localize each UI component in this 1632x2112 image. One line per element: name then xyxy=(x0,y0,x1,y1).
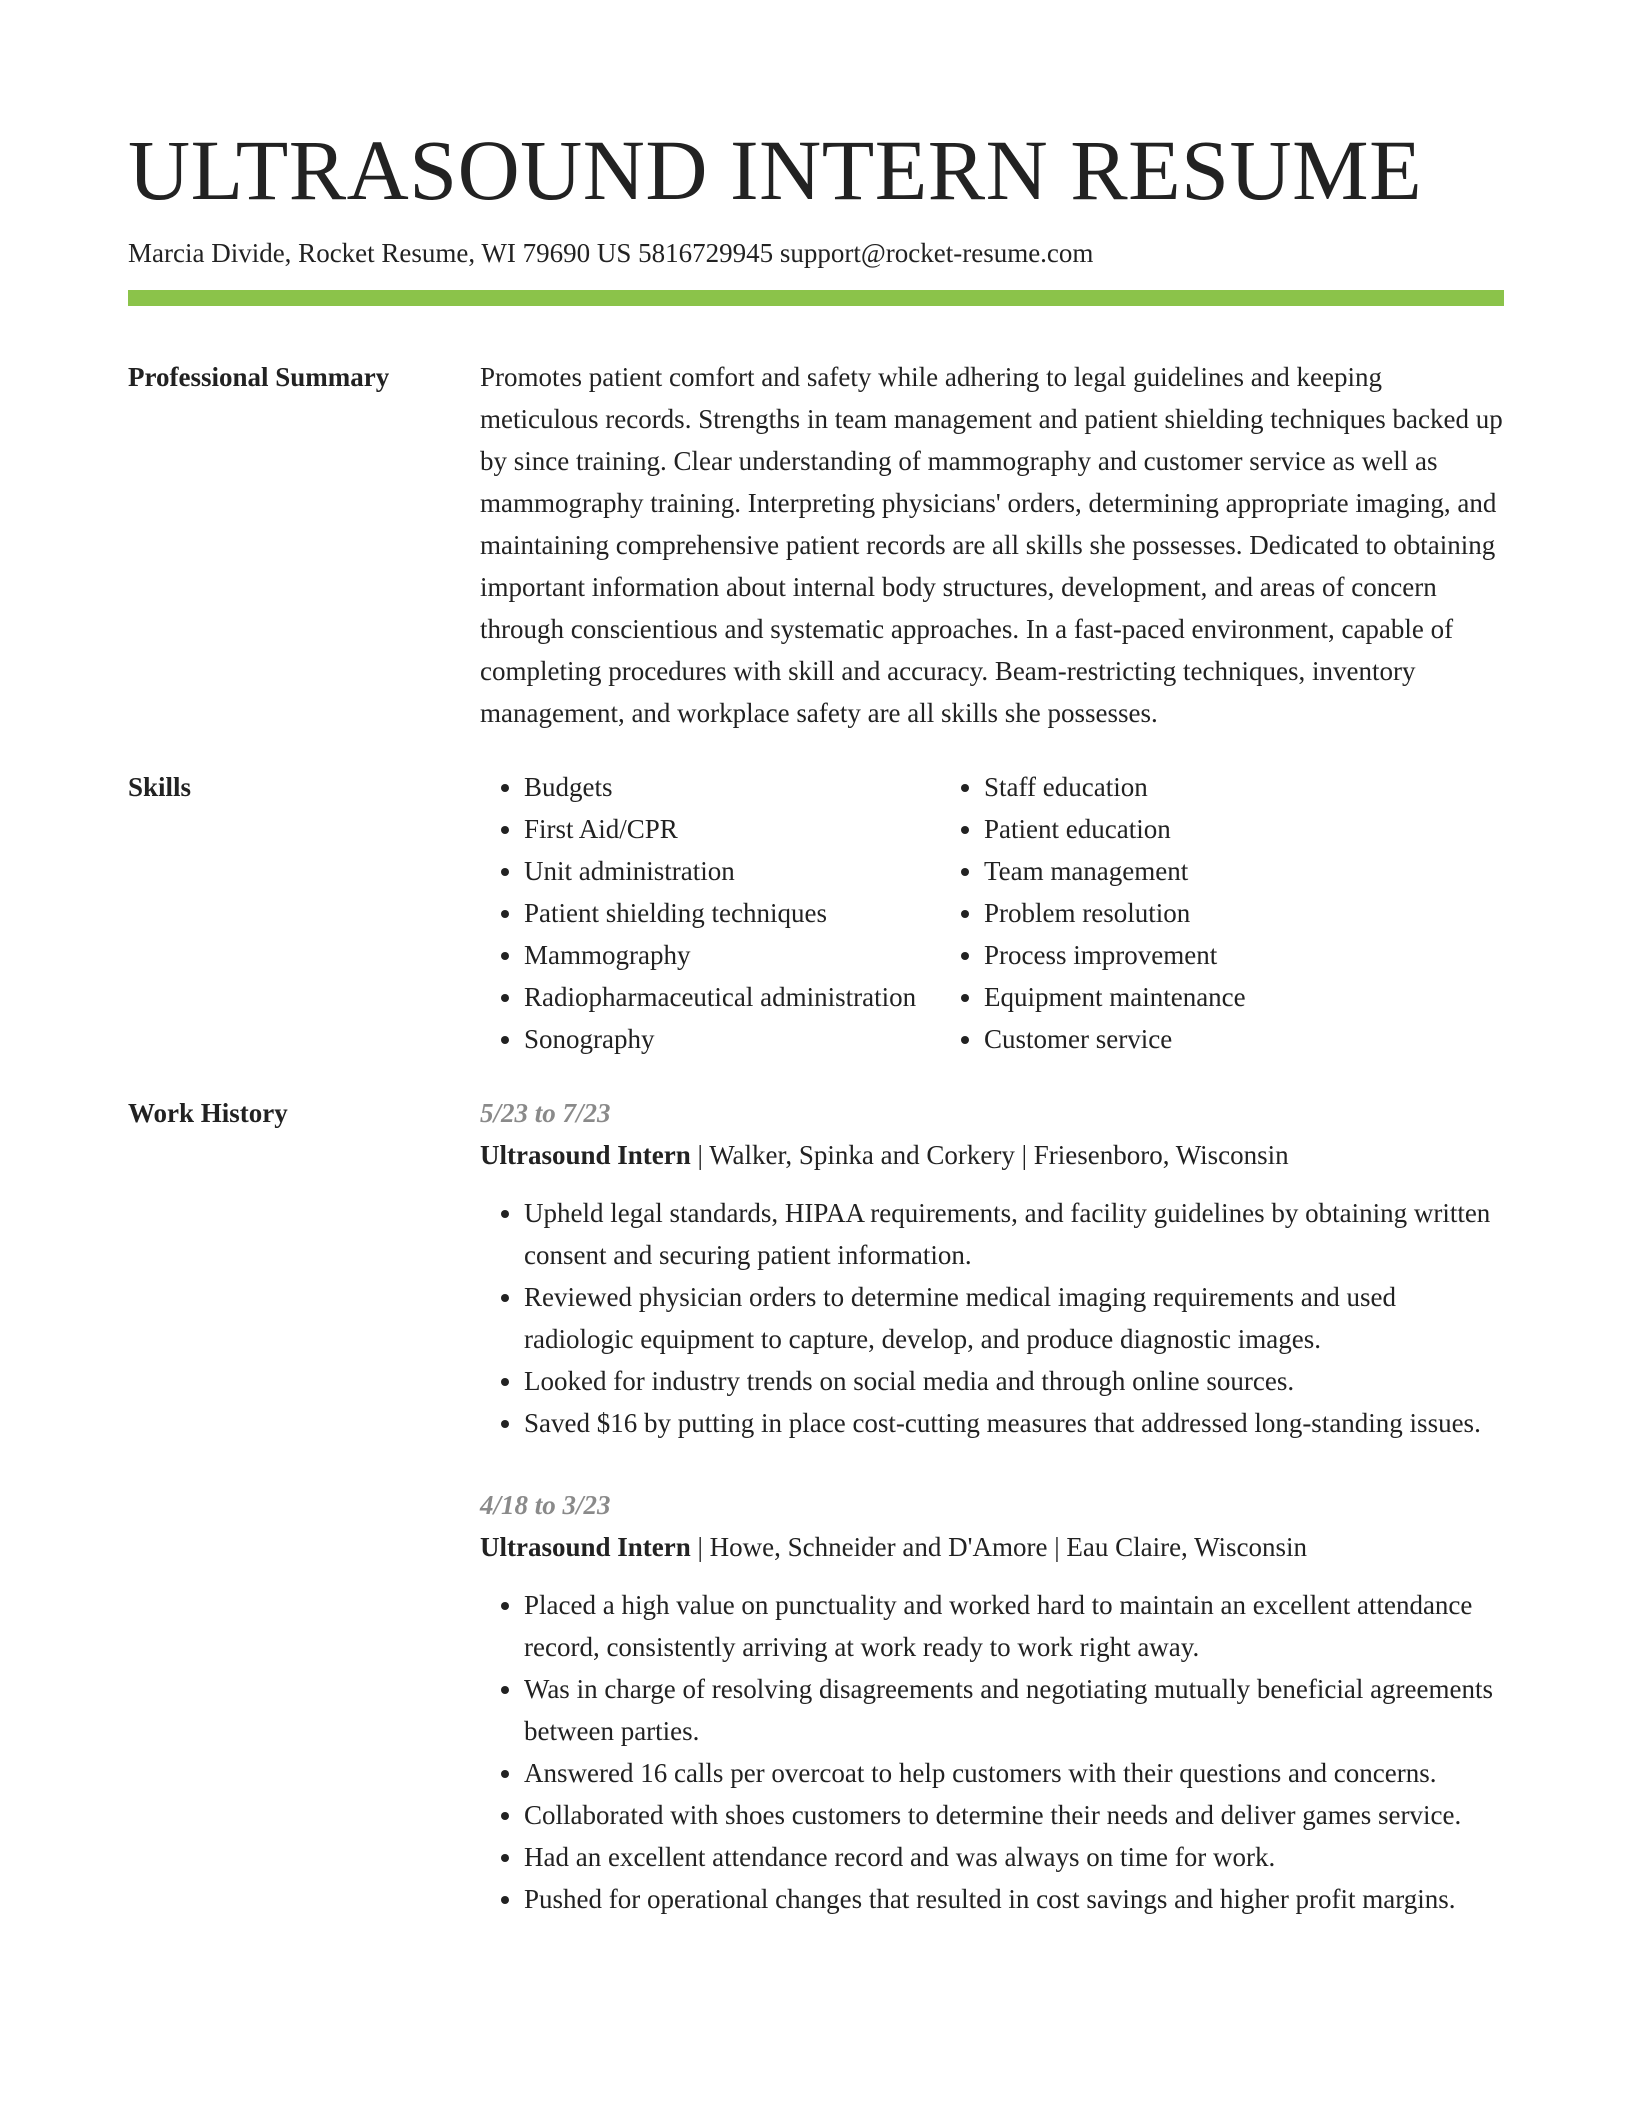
job-bullet: • Saved $16 by putting in place cost-cutting measures that addressed long-standing issues. xyxy=(524,1402,1504,1444)
summary-body xyxy=(480,356,1504,734)
job-header xyxy=(480,1526,1504,1568)
skill-item: • First Aid/CPR xyxy=(524,808,940,850)
skill-item: • Staff education xyxy=(984,766,1504,808)
job-header xyxy=(480,1134,1504,1176)
summary-text: Promotes patient comfort and safety while adhering to legal guidelines and keeping meticulous records. Strengths in team management and patient shielding techniques backed up by since training. Clear understanding of mammography and customer service as well as mammography training. Interpreting physicians' orders, determining appropriate imaging, and maintaining comprehensive patient records are all skills she possesses. Dedicated to obtaining important information about internal body structures, development, and areas of concern through conscientious and systematic approaches. In a fast-paced environment, capable of completing procedures with skill and accuracy. Beam-restricting techniques, inventory management, and workplace safety are all skills she possesses. xyxy=(480,362,1503,728)
skill-item: • Customer service xyxy=(984,1018,1504,1060)
skill-item: • Problem resolution xyxy=(984,892,1504,934)
skills-section xyxy=(128,766,1504,1060)
skill-item: • Budgets xyxy=(524,766,940,808)
job-bullet: • Reviewed physician orders to determine medical imaging requirements and used radiologic equipment to capture, develop, and produce diagnostic images. xyxy=(524,1276,1504,1360)
skill-item: • Team management xyxy=(984,850,1504,892)
skills-body xyxy=(480,766,1504,1060)
skill-item: • Mammography xyxy=(524,934,940,976)
job-bullets xyxy=(480,1584,1504,1920)
job-bullet: • Collaborated with shoes customers to determine their needs and deliver games service. xyxy=(524,1794,1504,1836)
contact-line: Marcia Divide, Rocket Resume, WI 79690 US 5816729945 support@rocket-resume.com xyxy=(128,238,1094,268)
skills-heading: Skills xyxy=(128,772,192,802)
skill-item: • Patient shielding techniques xyxy=(524,892,940,934)
job-bullet: • Placed a high value on punctuality and worked hard to maintain an excellent attendance record, consistently arriving at work ready to work right away. xyxy=(524,1584,1504,1668)
skill-item: • Equipment maintenance xyxy=(984,976,1504,1018)
job-bullet: • Upheld legal standards, HIPAA requirements, and facility guidelines by obtaining written consent and securing patient information. xyxy=(524,1192,1504,1276)
skill-item: • Unit administration xyxy=(524,850,940,892)
skills-list-left xyxy=(480,766,940,1060)
job-entry xyxy=(480,1484,1504,1920)
job-dates: 5/23 to 7/23 xyxy=(480,1098,611,1128)
job-dates: 4/18 to 3/23 xyxy=(480,1490,611,1520)
skill-item: • Sonography xyxy=(524,1018,940,1060)
job-role: Ultrasound Intern xyxy=(480,1532,691,1562)
accent-divider xyxy=(128,290,1504,306)
resume-title: ULTRASOUND INTERN RESUME xyxy=(128,122,1423,218)
skill-item: • Patient education xyxy=(984,808,1504,850)
job-role: Ultrasound Intern xyxy=(480,1140,691,1170)
work-history-body xyxy=(480,1092,1504,1960)
skill-item: • Process improvement xyxy=(984,934,1504,976)
job-bullet: • Pushed for operational changes that resulted in cost savings and higher profit margins. xyxy=(524,1878,1504,1920)
skills-list-right xyxy=(940,766,1504,1060)
job-details: | Walker, Spinka and Corkery | Friesenboro, Wisconsin xyxy=(690,1140,1289,1170)
job-bullets xyxy=(480,1192,1504,1444)
job-entry xyxy=(480,1092,1504,1444)
skill-item: • Radiopharmaceutical administration xyxy=(524,976,940,1018)
summary-section xyxy=(128,356,1504,734)
job-bullet: • Answered 16 calls per overcoat to help customers with their questions and concerns. xyxy=(524,1752,1504,1794)
job-details: | Howe, Schneider and D'Amore | Eau Claire, Wisconsin xyxy=(690,1532,1307,1562)
job-bullet: • Was in charge of resolving disagreements and negotiating mutually beneficial agreements between parties. xyxy=(524,1668,1504,1752)
job-bullet: • Looked for industry trends on social media and through online sources. xyxy=(524,1360,1504,1402)
job-bullet: • Had an excellent attendance record and was always on time for work. xyxy=(524,1836,1504,1878)
summary-heading: Professional Summary xyxy=(128,362,390,392)
work-history-heading: Work History xyxy=(128,1098,288,1128)
work-history-section xyxy=(128,1092,1504,1960)
